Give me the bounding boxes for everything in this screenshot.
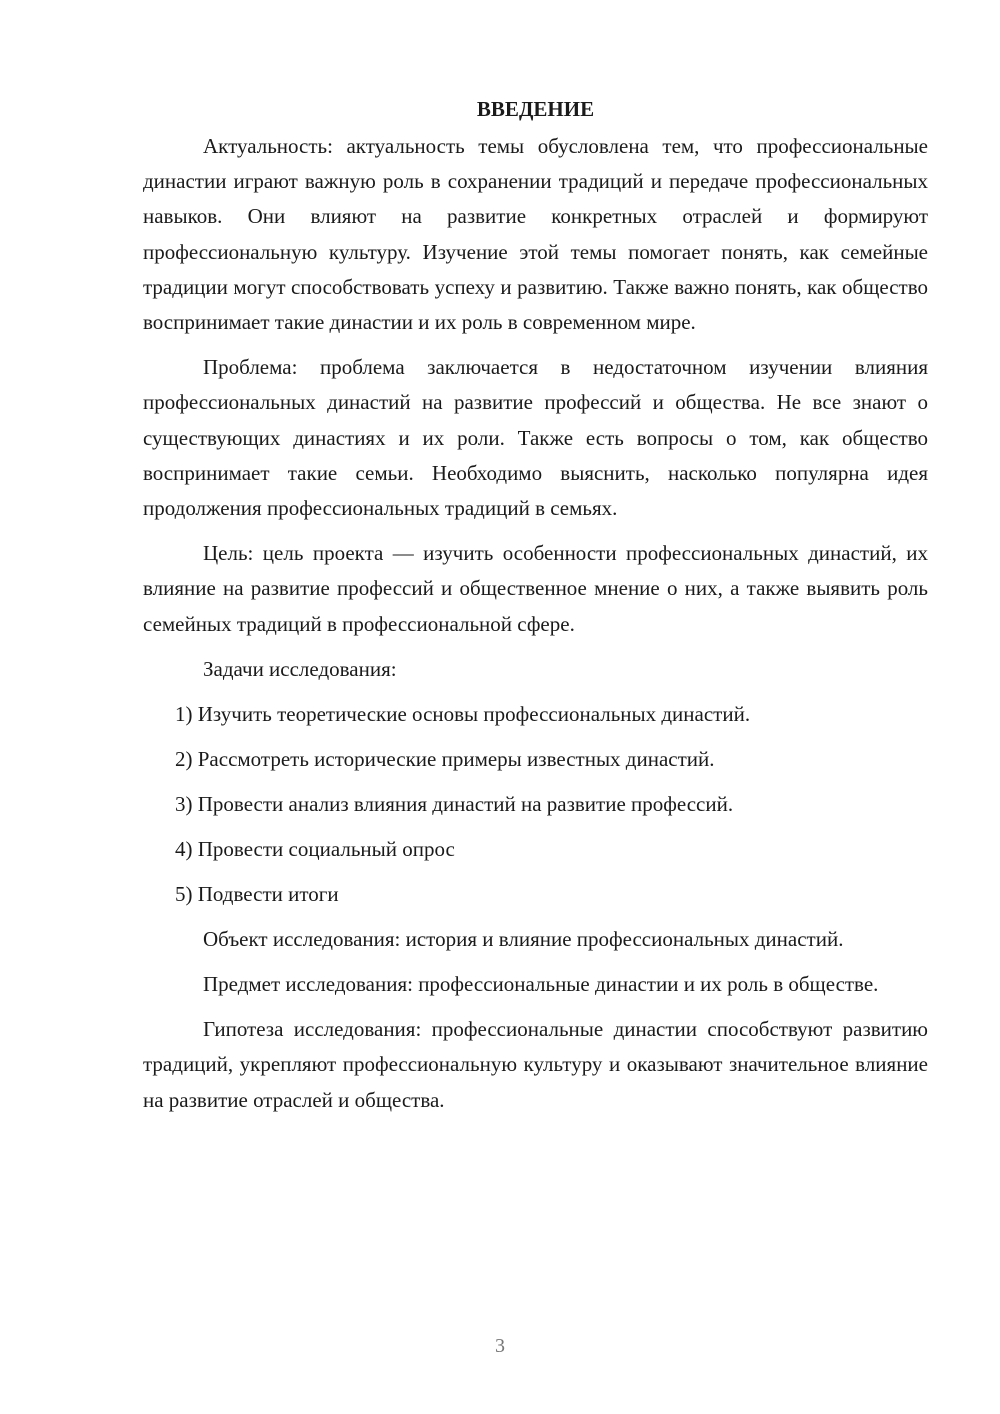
tasks-list [143, 697, 928, 912]
object-paragraph: Объект исследования: история и влияние профессиональных династий. [203, 926, 844, 951]
relevance-paragraph: Актуальность: актуальность темы обусловлена тем, что профессиональные династии играют важную роль в сохранении традиций и передаче профессиональных навыков. Они влияют на развитие конкретных отраслей и формируют профессиональную культуру. Изучение этой темы помогает понять, как семейные традиции могут способствовать успеху и развитию. Также важно понять, как общество воспринимает такие династии и их роль в современном мире. [143, 134, 928, 335]
task-item: 2) Рассмотреть исторические примеры известных династий. [175, 746, 715, 771]
tasks-label: Задачи исследования: [203, 656, 397, 681]
section-title: ВВЕДЕНИЕ [476, 97, 595, 121]
task-item: 4) Провести социальный опрос [175, 836, 455, 861]
task-item: 1) Изучить теоретические основы профессиональных династий. [175, 701, 751, 726]
problem-paragraph: Проблема: проблема заключается в недостаточном изучении влияния профессиональных династий на развитие профессий и общества. Не все знают о существующих династиях и их роли. Также есть вопросы о том, как общество воспринимает такие семьи. Необходимо выяснить, насколько популярна идея продолжения профессиональных традиций в семьях. [143, 355, 928, 521]
hypothesis-paragraph: Гипотеза исследования: профессиональные династии способствуют развитию традиций, укрепляют профессиональную культуру и оказывают значительное влияние на развитие отраслей и общества. [143, 1017, 928, 1112]
document-page [143, 92, 928, 1128]
task-item: 3) Провести анализ влияния династий на развитие профессий. [175, 791, 734, 816]
goal-paragraph: Цель: цель проекта — изучить особенности профессиональных династий, их влияние на развитие профессий и общественное мнение о них, а также выявить роль семейных традиций в профессиональной сфере. [143, 541, 928, 636]
page-number: 3 [495, 1335, 505, 1357]
task-item: 5) Подвести итоги [175, 881, 339, 906]
subject-paragraph: Предмет исследования: профессиональные династии и их роль в обществе. [203, 972, 879, 997]
